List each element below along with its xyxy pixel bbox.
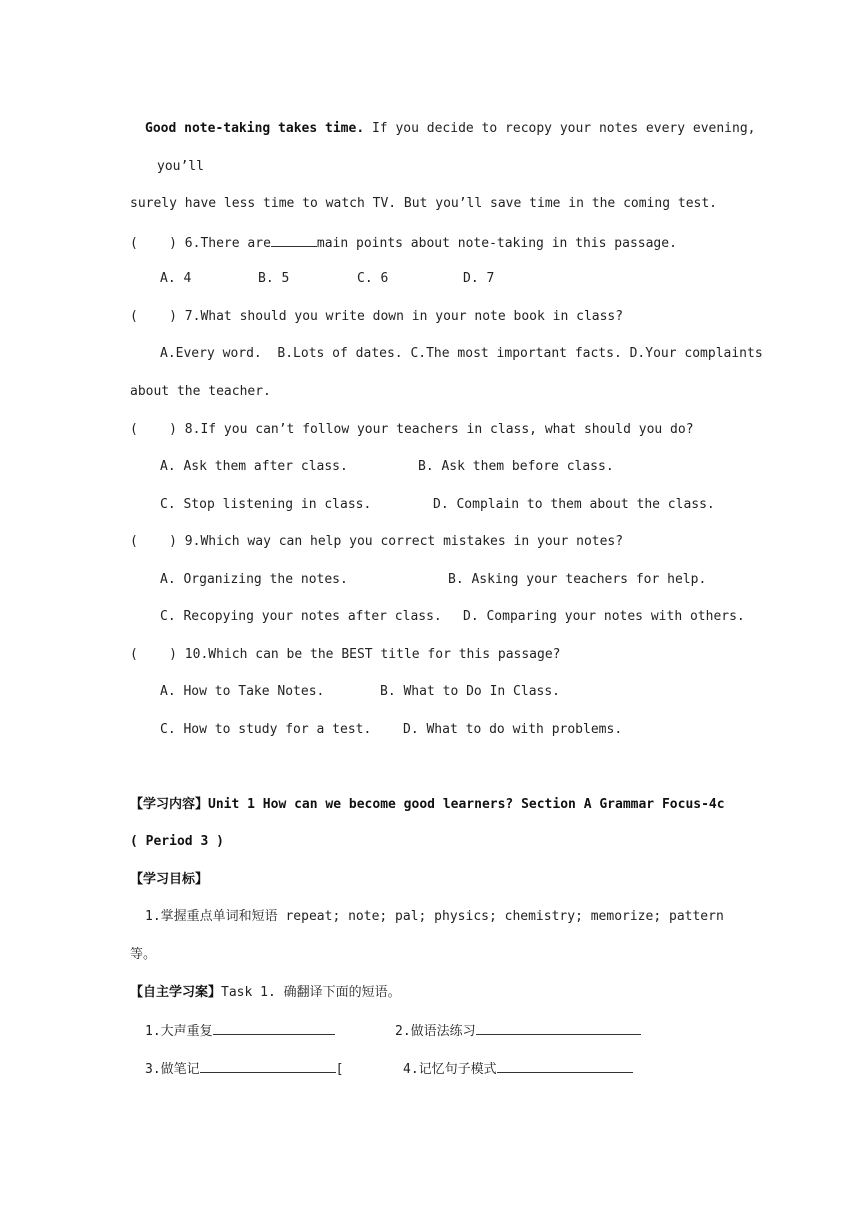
section-title: Unit 1 How can we become good learners? Section A Grammar Focus-4c: [208, 797, 725, 812]
section-label: 【自主学习案】: [130, 985, 222, 1000]
section-goals-heading: 【学习目标】: [130, 872, 209, 887]
question-stem: 7.What should you write down in your note book in class?: [184, 309, 624, 324]
question-10: [130, 646, 560, 664]
question-stem: 9.Which way can help you correct mistakes in your notes?: [184, 534, 624, 549]
option-c: C. How to study for a test.: [160, 722, 372, 737]
option-b: B. Ask them before class.: [418, 459, 614, 474]
phrase-item-4: [403, 1059, 633, 1079]
intro-line-3: surely have less time to watch TV. But you’ll save time in the coming test.: [130, 196, 717, 211]
options-continuation: about the teacher.: [130, 384, 271, 399]
options-line: A.Every word. B.Lots of dates. C.The most important facts. D.Your complaints: [160, 346, 763, 361]
answer-paren[interactable]: ( ): [130, 236, 177, 251]
option-c: C. Recopying your notes after class.: [160, 609, 442, 624]
section-label: 【学习内容】: [130, 797, 209, 812]
question-7: [130, 308, 623, 326]
question-stem: 8.If you can’t follow your teachers in class, what should you do?: [184, 422, 694, 437]
option-b: B. What to Do In Class.: [380, 684, 561, 699]
intro-line-1: [145, 120, 756, 138]
phrase-prompt: 1.大声重复: [145, 1024, 213, 1039]
option-a: A. Ask them after class.: [160, 459, 348, 474]
option-a: A. How to Take Notes.: [160, 684, 325, 699]
intro-rest: If you decide to recopy your notes every evening,: [364, 121, 756, 136]
question-6: [130, 233, 677, 253]
answer-blank: [271, 233, 317, 247]
answer-paren[interactable]: ( ): [130, 422, 177, 437]
answer-blank[interactable]: [213, 1021, 335, 1035]
question-9: [130, 533, 623, 551]
question-8: [130, 421, 694, 439]
phrase-item-2: [395, 1021, 641, 1041]
option-b: B. Asking your teachers for help.: [448, 572, 707, 587]
option-d: D. Comparing your notes with others.: [463, 609, 745, 624]
task-label: Task 1. 确翻译下面的短语。: [221, 985, 401, 1000]
answer-paren[interactable]: ( ): [130, 309, 177, 324]
option-d: D. What to do with problems.: [403, 722, 623, 737]
phrase-item-1: [145, 1021, 335, 1041]
stray-bracket: [: [335, 1062, 344, 1077]
answer-blank[interactable]: [200, 1059, 336, 1073]
option-d: D. Complain to them about the class.: [433, 497, 715, 512]
period-label: ( Period 3 ): [130, 834, 224, 849]
section-content-heading: [130, 796, 725, 814]
intro-line-2: you’ll: [157, 159, 204, 174]
question-stem-after: main points about note-taking in this passage.: [316, 236, 677, 251]
answer-blank[interactable]: [497, 1059, 633, 1073]
section-self-study-heading: [130, 984, 401, 1002]
answer-paren[interactable]: ( ): [130, 534, 177, 549]
phrase-prompt: 4.记忆句子模式: [403, 1062, 497, 1077]
answer-paren[interactable]: ( ): [130, 647, 177, 662]
question-stem: 6.There are: [184, 236, 271, 251]
answer-blank[interactable]: [476, 1021, 641, 1035]
question-stem: 10.Which can be the BEST title for this passage?: [184, 647, 561, 662]
option-d: D. 7: [463, 271, 495, 286]
option-b: B. 5: [258, 271, 290, 286]
phrase-prompt: 2.做语法练习: [395, 1024, 476, 1039]
intro-bold: Good note-taking takes time.: [145, 121, 365, 136]
option-a: A. Organizing the notes.: [160, 572, 348, 587]
goal-item-line-2: 等。: [130, 947, 157, 962]
goal-item-line-1: 1.掌握重点单词和短语 repeat; note; pal; physics; chemistry; memorize; pattern: [145, 909, 724, 924]
phrase-item-3: [145, 1059, 343, 1079]
phrase-prompt: 3.做笔记: [145, 1062, 200, 1077]
option-c: C. Stop listening in class.: [160, 497, 372, 512]
option-a: A. 4: [160, 271, 192, 286]
option-c: C. 6: [357, 271, 389, 286]
